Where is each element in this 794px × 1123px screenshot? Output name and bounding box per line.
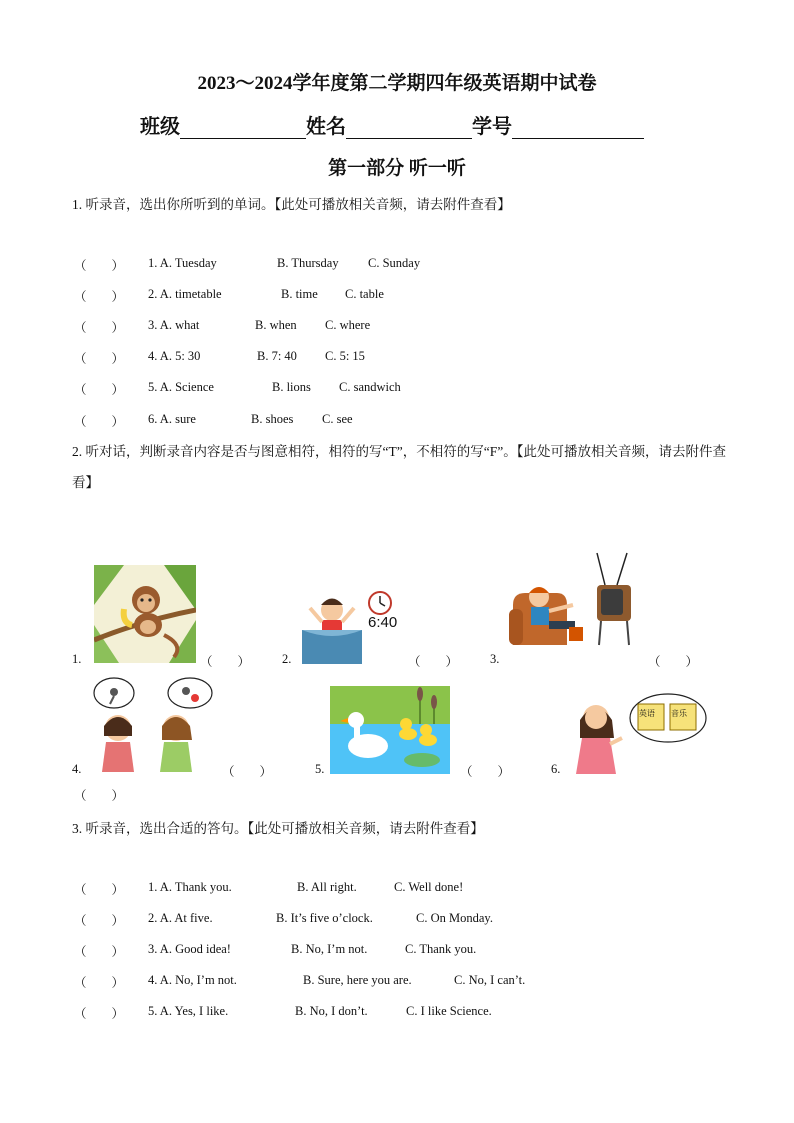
option-a: 1. A. Tuesday	[148, 256, 217, 270]
option-b: B. All right.	[297, 880, 357, 894]
answer-paren[interactable]: （ ）	[222, 765, 273, 779]
number-label: 学号	[472, 116, 512, 138]
picture-girl-books	[570, 688, 710, 778]
answer-paren[interactable]: （ ）	[74, 976, 125, 990]
exam-title: 2023～2024学年度第二学期四年级英语期中试卷	[197, 73, 597, 94]
q2-instruction: 2. 听对话，判断录音内容是否与图意相符，相符的写“T”，不相符的写“F”。【此处可播放相关音频，请去附件查看】	[72, 444, 726, 490]
picture-label: 2.	[282, 652, 292, 666]
option-b: B. Sure, here you are.	[303, 973, 412, 987]
option-c: C. Thank you.	[405, 942, 477, 956]
answer-paren[interactable]: （ ）	[74, 352, 125, 366]
answer-paren[interactable]: （ ）	[74, 1007, 125, 1021]
picture-label: 6.	[551, 762, 561, 776]
section-title: 第一部分 听一听	[328, 158, 466, 179]
option-c: C. table	[345, 287, 384, 301]
option-b: B. No, I’m not.	[291, 942, 368, 956]
option-b: B. when	[255, 318, 297, 332]
option-b: B. It’s five o’clock.	[276, 911, 373, 925]
option-b: B. lions	[272, 380, 311, 394]
option-b: B. Thursday	[277, 256, 339, 270]
q1-item	[0, 380, 794, 398]
answer-paren[interactable]: （ ）	[74, 883, 125, 897]
q3-item	[0, 973, 794, 991]
option-c: C. sandwich	[339, 380, 401, 394]
picture-label: 3.	[490, 652, 500, 666]
picture-watch-tv	[505, 545, 637, 655]
monkey-icon	[94, 565, 196, 663]
option-a: 5. A. Yes, I like.	[148, 1004, 229, 1018]
answer-paren[interactable]: （ ）	[74, 914, 125, 928]
option-c: C. I like Science.	[406, 1004, 492, 1018]
answer-paren[interactable]: （ ）	[200, 655, 251, 669]
picture-monkey	[94, 565, 196, 663]
option-a: 2. A. timetable	[148, 287, 222, 301]
number-blank[interactable]	[512, 116, 644, 139]
picture-ducks	[330, 686, 450, 774]
option-b: B. No, I don’t.	[295, 1004, 368, 1018]
option-b: B. 7: 40	[257, 349, 297, 363]
picture-label: 5.	[315, 762, 325, 776]
clock-time-text: 6:40	[368, 614, 398, 631]
option-c: C. No, I can’t.	[454, 973, 526, 987]
ducks-pond-icon	[330, 686, 450, 774]
answer-paren[interactable]: （ ）	[408, 655, 459, 669]
option-c: C. 5: 15	[325, 349, 365, 363]
q3-item	[0, 880, 794, 898]
q1-item	[0, 412, 794, 430]
option-a: 2. A. At five.	[148, 911, 213, 925]
q1-item	[0, 256, 794, 274]
q1-item	[0, 287, 794, 305]
option-a: 1. A. Thank you.	[148, 880, 232, 894]
q3-item	[0, 911, 794, 929]
q1-item	[0, 349, 794, 367]
girl-books-icon	[570, 688, 710, 778]
class-blank[interactable]	[180, 116, 306, 139]
girls-thinking-icon	[92, 676, 222, 776]
option-c: C. On Monday.	[416, 911, 493, 925]
answer-paren[interactable]: （ ）	[74, 259, 125, 273]
answer-paren[interactable]: （ ）	[74, 789, 125, 803]
option-c: C. Well done!	[394, 880, 464, 894]
q1-item	[0, 318, 794, 336]
book-label-english: 英语	[639, 709, 655, 718]
option-c: C. Sunday	[368, 256, 421, 270]
q3-item	[0, 942, 794, 960]
answer-paren[interactable]: （ ）	[74, 290, 125, 304]
answer-paren[interactable]: （ ）	[460, 765, 511, 779]
answer-paren[interactable]: （ ）	[74, 945, 125, 959]
option-a: 4. A. 5: 30	[148, 349, 201, 363]
picture-label: 1.	[72, 652, 82, 666]
option-a: 3. A. Good idea!	[148, 942, 231, 956]
answer-paren[interactable]: （ ）	[74, 383, 125, 397]
student-info-row	[140, 110, 644, 139]
picture-label: 4.	[72, 762, 82, 776]
book-label-music: 音乐	[671, 709, 687, 718]
option-a: 6. A. sure	[148, 412, 196, 426]
answer-paren[interactable]: （ ）	[648, 655, 699, 669]
option-a: 5. A. Science	[148, 380, 214, 394]
option-b: B. shoes	[251, 412, 294, 426]
name-label: 姓名	[306, 116, 346, 138]
option-a: 4. A. No, I’m not.	[148, 973, 237, 987]
q3-item	[0, 1004, 794, 1022]
q3-instruction: 3. 听录音，选出合适的答句。【此处可播放相关音频，请去附件查看】	[72, 821, 484, 836]
answer-paren[interactable]: （ ）	[74, 321, 125, 335]
option-b: B. time	[281, 287, 318, 301]
option-c: C. where	[325, 318, 371, 332]
answer-paren[interactable]: （ ）	[74, 415, 125, 429]
option-a: 3. A. what	[148, 318, 200, 332]
tv-watching-icon	[505, 545, 637, 655]
name-blank[interactable]	[346, 116, 472, 139]
class-label: 班级	[140, 116, 180, 138]
picture-two-girls	[92, 676, 222, 776]
q1-instruction: 1. 听录音，选出你所听到的单词。【此处可播放相关音频，请去附件查看】	[72, 197, 511, 212]
option-c: C. see	[322, 412, 353, 426]
